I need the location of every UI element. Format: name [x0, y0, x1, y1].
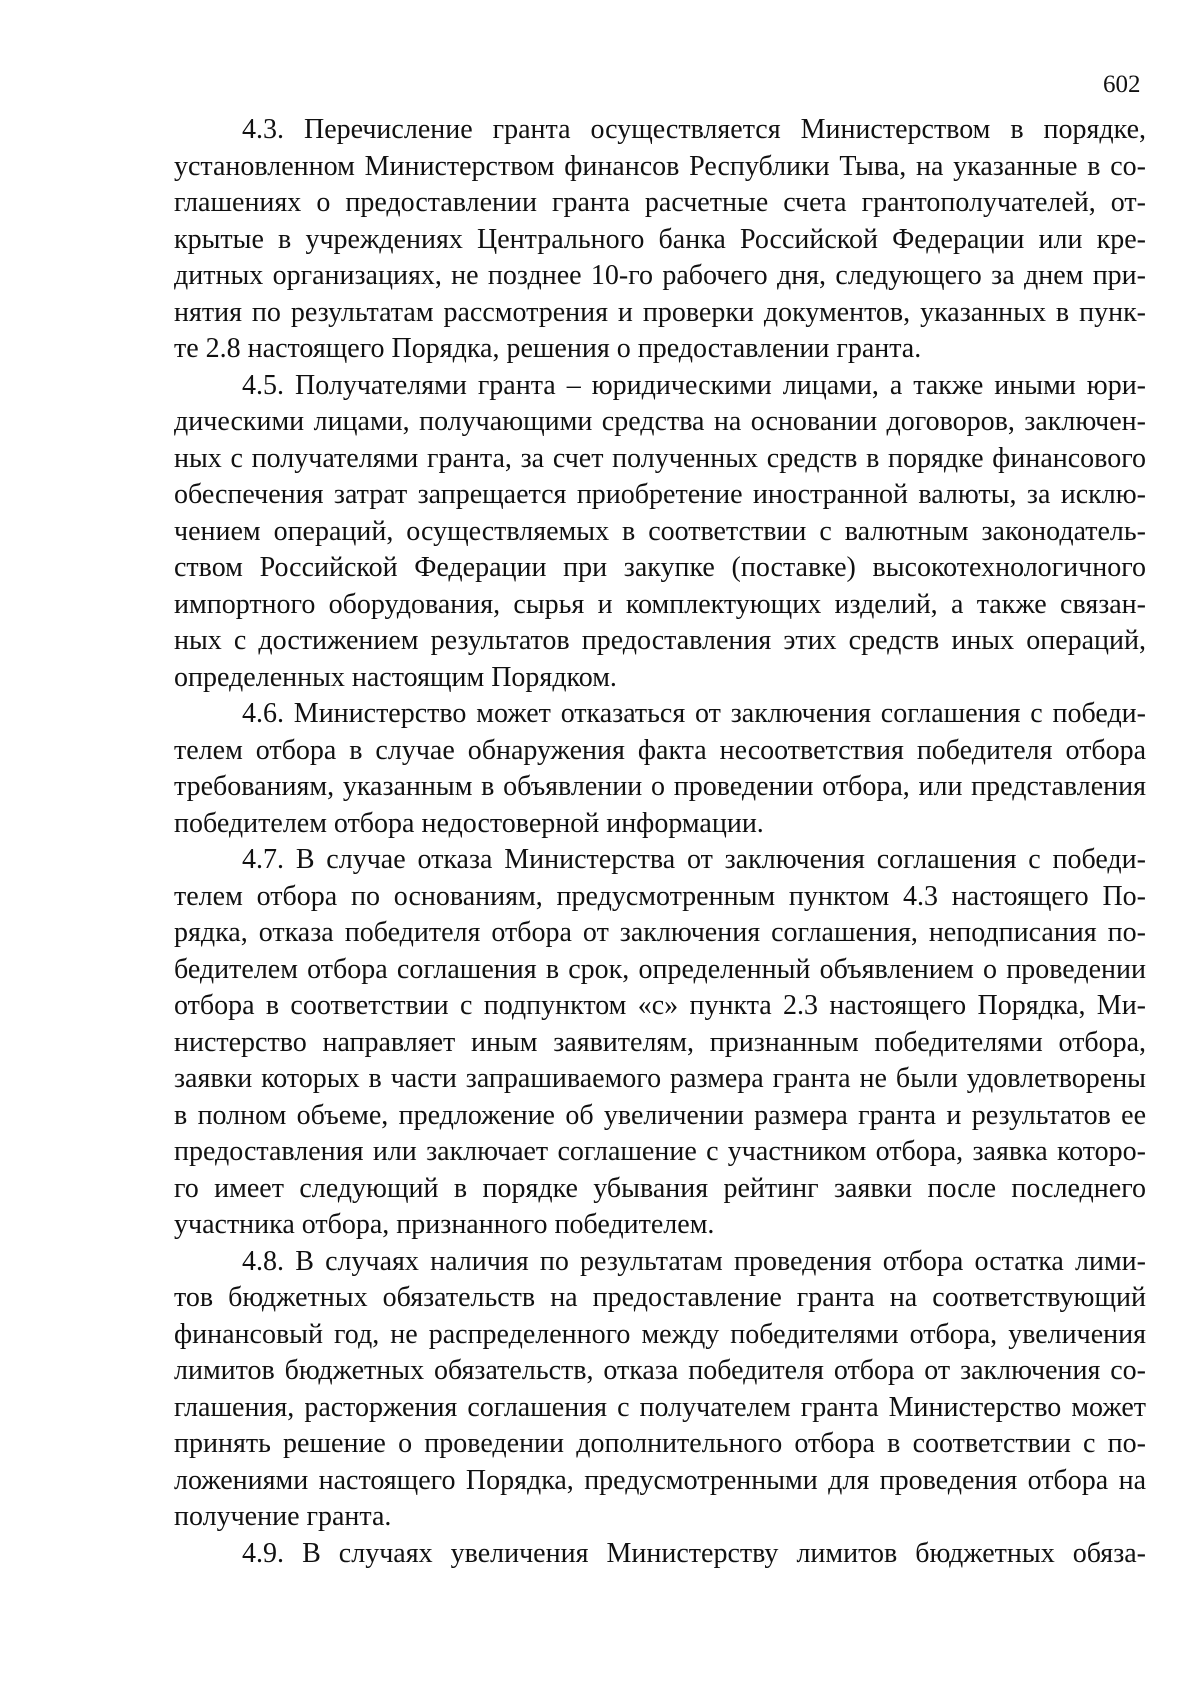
page-number: 602 — [1103, 71, 1141, 98]
text-line: ных с получателями гранта, за счет полученных средств в порядке финансового — [174, 442, 1146, 474]
text-line: 4.5. Получателями гранта – юридическими лицами, а также иными юри- — [242, 369, 1146, 401]
text-line: участника отбора, признанного победителем. — [174, 1209, 715, 1240]
text-line: отбора в соответствии с подпунктом «с» пункта 2.3 настоящего Порядка, Ми- — [174, 990, 1146, 1021]
paragraph — [174, 696, 1146, 842]
text-line: тов бюджетных обязательств на предоставление гранта на соответствующий — [174, 1282, 1146, 1313]
text-line: получение гранта. — [174, 1501, 392, 1532]
text-line: обеспечения затрат запрещается приобретение иностранной валюты, за исклю- — [174, 479, 1146, 510]
paragraph — [174, 1244, 1146, 1536]
text-line: 4.8. В случаях наличия по результатам проведения отбора остатка лими- — [242, 1245, 1146, 1277]
text-line: установленном Министерством финансов Республики Тыва, на указанные в со- — [174, 150, 1146, 182]
paragraph — [174, 1536, 1146, 1573]
text-line: те 2.8 настоящего Порядка, решения о предоставлении гранта. — [174, 333, 922, 364]
text-line: дическими лицами, получающими средства на основании договоров, заключен- — [174, 406, 1146, 437]
text-line: глашениях о предоставлении гранта расчетные счета грантополучателей, от- — [174, 187, 1146, 218]
text-line: 4.7. В случае отказа Министерства от заключения соглашения с победи- — [242, 844, 1146, 875]
text-line: чением операций, осуществляемых в соответствии с валютным законодатель- — [174, 515, 1146, 547]
document-body — [174, 112, 1146, 1572]
text-line: 4.3. Перечисление гранта осуществляется Министерством в порядке, — [242, 114, 1146, 145]
text-line: заявки которых в части запрашиваемого размера гранта не были удовлетворены — [174, 1063, 1146, 1094]
paragraph — [174, 842, 1146, 1244]
text-line: го имеет следующий в порядке убывания рейтинг заявки после последнего — [174, 1172, 1146, 1204]
text-line: глашения, расторжения соглашения с получателем гранта Министерство может — [174, 1391, 1146, 1423]
text-line: предоставления или заключает соглашение с участником отбора, заявка которо- — [174, 1136, 1146, 1167]
paragraph — [174, 112, 1146, 368]
text-line: телем отбора по основаниям, предусмотренным пунктом 4.3 настоящего По- — [174, 880, 1146, 912]
paragraph — [174, 368, 1146, 697]
text-line: нистерство направляет иным заявителям, признанным победителями отбора, — [174, 1026, 1146, 1058]
text-line: ложениями настоящего Порядка, предусмотренными для проведения отбора на — [174, 1464, 1146, 1496]
text-line: ством Российской Федерации при закупке (поставке) высокотехнологичного — [174, 552, 1146, 583]
text-line: нятия по результатам рассмотрения и проверки документов, указанных в пунк- — [174, 296, 1146, 328]
text-line: импортного оборудования, сырья и комплектующих изделий, а также связан- — [174, 588, 1146, 620]
text-line: лимитов бюджетных обязательств, отказа победителя отбора от заключения со- — [174, 1355, 1146, 1386]
text-line: в полном объеме, предложение об увеличении размера гранта и результатов ее — [174, 1099, 1146, 1131]
text-line: финансовый год, не распределенного между победителями отбора, увеличения — [174, 1318, 1146, 1350]
text-line: телем отбора в случае обнаружения факта несоответствия победителя отбора — [174, 734, 1146, 766]
text-line: принять решение о проведении дополнительного отбора в соответствии с по- — [174, 1428, 1146, 1459]
text-line: 4.6. Министерство может отказаться от заключения соглашения с победи- — [242, 698, 1146, 729]
text-line: бедителем отбора соглашения в срок, определенный объявлением о проведении — [174, 953, 1146, 985]
text-line: рядка, отказа победителя отбора от заключения соглашения, неподписания по- — [174, 917, 1146, 948]
text-line: дитных организациях, не позднее 10-го рабочего дня, следующего за днем при- — [174, 260, 1146, 291]
text-line: 4.9. В случаях увеличения Министерству лимитов бюджетных обяза- — [242, 1537, 1146, 1569]
text-line: требованиям, указанным в объявлении о проведении отбора, или представления — [174, 771, 1146, 802]
text-line: крытые в учреждениях Центрального банка Российской Федерации или кре- — [174, 223, 1146, 255]
text-line: победителем отбора недостоверной информации. — [174, 807, 764, 839]
text-line: ных с достижением результатов предоставления этих средств иных операций, — [174, 625, 1146, 656]
text-line: определенных настоящим Порядком. — [174, 661, 617, 693]
